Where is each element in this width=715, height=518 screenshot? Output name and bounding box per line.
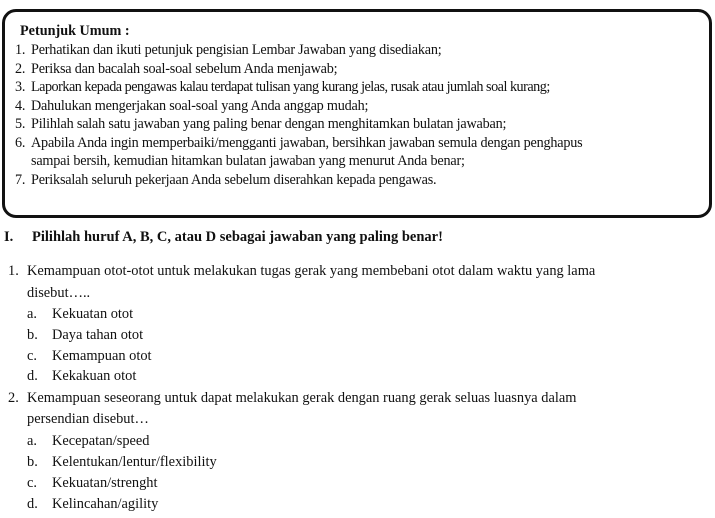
question-text: Kemampuan seseorang untuk dapat melakukan gerak dengan ruang gerak seluas luasnya dalam	[27, 390, 577, 406]
option-letter: c.	[27, 475, 37, 491]
option-letter: a.	[27, 433, 37, 449]
question-2-continuation: persendian disebut…	[27, 411, 149, 427]
option-text: Kekuatan otot	[52, 306, 134, 322]
item-text: Periksalah seluruh pekerjaan Anda sebelum diserahkan kepada pengawas.	[31, 171, 437, 188]
option-letter: d.	[27, 496, 38, 512]
option-letter: b.	[27, 327, 38, 343]
instruction-item	[15, 41, 442, 59]
instructions-title: Petunjuk Umum :	[20, 23, 130, 39]
instruction-item	[15, 97, 368, 115]
option-letter: b.	[27, 454, 38, 470]
question-1-continuation: disebut…..	[27, 285, 91, 301]
item-text: Pilihlah salah satu jawaban yang paling benar dengan menghitamkan bulatan jawaban;	[31, 116, 507, 132]
item-number: 6.	[15, 134, 26, 151]
option-text: Kecepatan/speed	[52, 433, 150, 449]
item-text: Periksa dan bacalah soal-soal sebelum Anda menjawab;	[31, 60, 338, 77]
item-number: 5.	[15, 116, 26, 132]
option-text: Kekakuan otot	[52, 368, 137, 384]
instruction-item	[15, 78, 550, 96]
option-text: Kemampuan otot	[52, 348, 152, 364]
option-text: Kelincahan/agility	[52, 496, 159, 512]
instruction-item-continuation: sampai bersih, kemudian hitamkan bulatan jawaban yang menurut Anda benar;	[31, 153, 465, 169]
item-number: 2.	[15, 60, 26, 77]
instruction-item	[15, 171, 436, 189]
instruction-item	[15, 134, 583, 152]
question-1	[8, 261, 596, 281]
question-text: Kemampuan otot-otot untuk melakukan tugas gerak yang membebani otot dalam waktu yang lama	[27, 263, 596, 279]
option-c[interactable]	[27, 473, 158, 493]
item-text: Dahulukan mengerjakan soal-soal yang Anda anggap mudah;	[31, 97, 369, 114]
option-text: Kelentukan/lentur/flexibility	[52, 454, 217, 470]
item-number: 7.	[15, 171, 26, 188]
section-number: I.	[4, 229, 14, 245]
option-c[interactable]	[27, 346, 152, 366]
option-a[interactable]	[27, 431, 149, 451]
option-d[interactable]	[27, 366, 136, 386]
option-b[interactable]	[27, 452, 217, 472]
instruction-item	[15, 115, 506, 133]
option-text: Kekuatan/strenght	[52, 475, 158, 491]
section-heading	[4, 228, 443, 246]
option-letter: d.	[27, 368, 38, 384]
instruction-item	[15, 60, 337, 78]
general-instructions-box	[2, 9, 712, 218]
item-number: 4.	[15, 97, 26, 114]
option-letter: a.	[27, 306, 37, 322]
option-a[interactable]	[27, 304, 133, 324]
question-number: 1.	[8, 263, 19, 279]
item-number: 3.	[15, 79, 26, 95]
option-d[interactable]	[27, 494, 158, 514]
item-text: Laporkan kepada pengawas kalau terdapat tulisan yang kurang jelas, rusak atau jumlah soal kurang;	[31, 79, 550, 95]
question-2	[8, 388, 577, 408]
item-number: 1.	[15, 42, 26, 58]
option-text: Daya tahan otot	[52, 327, 144, 343]
item-text: Perhatikan dan ikuti petunjuk pengisian Lembar Jawaban yang disediakan;	[31, 42, 442, 58]
item-text: Apabila Anda ingin memperbaiki/mengganti jawaban, bersihkan jawaban semula dengan penghapus	[31, 134, 583, 151]
section-title: Pilihlah huruf A, B, C, atau D sebagai jawaban yang paling benar!	[32, 229, 443, 245]
option-b[interactable]	[27, 325, 143, 345]
question-number: 2.	[8, 390, 19, 406]
option-letter: c.	[27, 348, 37, 364]
